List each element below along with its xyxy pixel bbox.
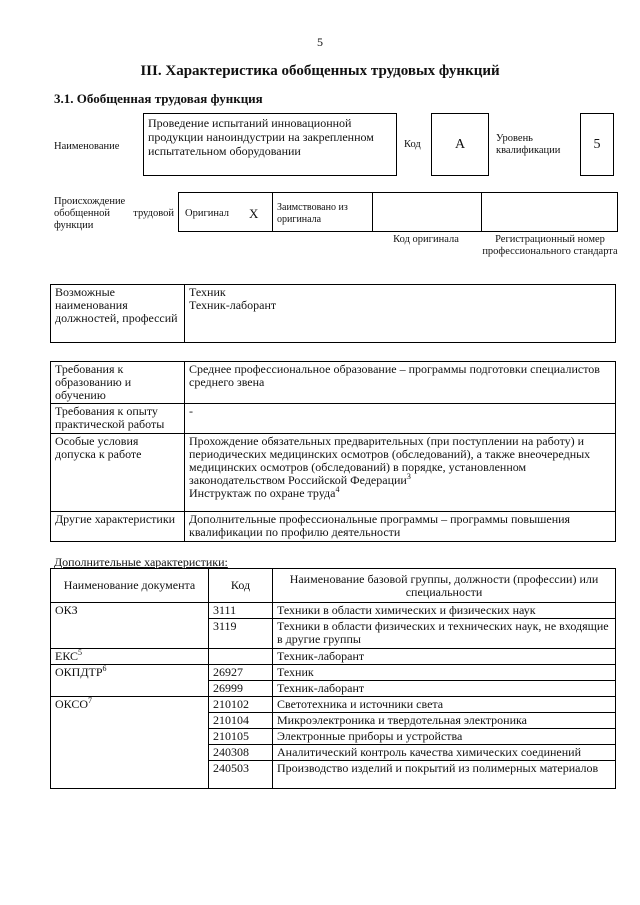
name-value: Проведение испытаний инновационной продукции наноиндустрии на закрепленном испытательном оборудовании: [148, 116, 374, 158]
code-original-caption: Код оригинала: [393, 234, 459, 245]
req-value-text: Прохождение обязательных предварительных (при поступлении на работу) и периодических медицинских осмотров (обследований), а также внеочередных медицинских осмотров (обследований) в порядке, установленном законодательством Российской Федерации: [189, 434, 591, 487]
code-label: Код: [404, 139, 421, 150]
position-item: Техник: [189, 285, 226, 299]
doc-name: ОКСО: [55, 697, 89, 711]
req-value: Среднее профессиональное образование – программы подготовки специалистов среднего звена: [185, 362, 616, 404]
req-label: Особые условия допуска к работе: [51, 434, 185, 512]
subsection-title: 3.1. Обобщенная трудовая функция: [54, 91, 263, 106]
code-cell: 240503: [209, 761, 273, 789]
req-label: Требования к образованию и обучению: [51, 362, 185, 404]
name-cell: Техники в области химических и физических наук: [273, 603, 616, 619]
doc-cell: [51, 649, 209, 665]
req-label: Другие характеристики: [51, 512, 185, 542]
doc-name: ОКПДТР: [55, 665, 103, 679]
req-value: Дополнительные профессиональные программы – программы повышения квалификации по профилю деятельности: [185, 512, 616, 542]
origin-box: [178, 192, 618, 232]
table-row: [51, 603, 616, 619]
footnote-ref: 5: [78, 648, 83, 657]
original-mark: X: [249, 206, 259, 221]
name-label: Наименование: [54, 141, 120, 152]
table-row: [51, 697, 616, 713]
req-value-text: Инструктаж по охране труда: [189, 486, 336, 500]
table-row: [51, 665, 616, 681]
req-value: -: [185, 404, 616, 434]
name-cell: Производство изделий и покрытий из полимерных материалов: [273, 761, 616, 789]
name-cell: Микроэлектроника и твердотельная электроника: [273, 713, 616, 729]
positions-label: Возможные наименования должностей, профессий: [51, 285, 185, 343]
name-cell: Техник: [273, 665, 616, 681]
col-header-code: Код: [209, 569, 273, 603]
code-cell: 210104: [209, 713, 273, 729]
code-cell: 240308: [209, 745, 273, 761]
page-number: 5: [317, 35, 323, 49]
borrowed-cell: [272, 193, 373, 231]
additional-table: [50, 568, 616, 789]
name-cell: Электронные приборы и устройства: [273, 729, 616, 745]
borrowed-label: Заимствовано из оригинала: [277, 202, 348, 225]
code-original-cell: [372, 193, 482, 231]
reg-number-caption: Регистрационный номер профессионального стандарта: [482, 234, 618, 257]
additional-title: Дополнительные характеристики:: [54, 555, 228, 569]
name-value-box: [143, 113, 397, 176]
level-value: 5: [580, 113, 614, 176]
doc-cell: [51, 665, 209, 697]
positions-values: [185, 285, 616, 343]
level-label: Уровень квалификации: [496, 133, 561, 156]
requirements-table: [50, 361, 616, 542]
origin-label: Происхождение обобщенной трудовой функции: [54, 196, 174, 231]
footnote-ref: 7: [88, 696, 93, 705]
code-cell: 3119: [209, 619, 273, 649]
req-label: Требования к опыту практической работы: [51, 404, 185, 434]
original-label: Оригинал: [185, 208, 229, 219]
code-cell: 3111: [209, 603, 273, 619]
code-cell: 210105: [209, 729, 273, 745]
original-cell: [179, 193, 273, 231]
name-cell: Техники в области физических и технических наук, не входящие в другие группы: [273, 619, 616, 649]
doc-name: ОКЗ: [55, 603, 78, 617]
name-cell: Аналитический контроль качества химических соединений: [273, 745, 616, 761]
footnote-ref: 3: [406, 472, 411, 481]
footnote-ref: 6: [102, 664, 107, 673]
position-item: Техник-лаборант: [189, 298, 277, 312]
positions-table: [50, 284, 616, 343]
footnote-ref: 4: [335, 485, 340, 494]
col-header-name: Наименование базовой группы, должности (профессии) или специальности: [273, 569, 616, 603]
req-value: [185, 434, 616, 512]
name-cell: Техник-лаборант: [273, 681, 616, 697]
code-cell: 210102: [209, 697, 273, 713]
doc-name: ЕКС: [55, 649, 79, 663]
section-title: III. Характеристика обобщенных трудовых функций: [140, 63, 500, 79]
name-cell: Техник-лаборант: [273, 649, 616, 665]
code-cell: 26927: [209, 665, 273, 681]
name-cell: Светотехника и источники света: [273, 697, 616, 713]
table-row: [51, 649, 616, 665]
col-header-doc: Наименование документа: [51, 569, 209, 603]
code-cell: 26999: [209, 681, 273, 697]
doc-cell: [51, 603, 209, 649]
doc-cell: [51, 697, 209, 789]
code-value: А: [431, 113, 489, 176]
code-cell: [209, 649, 273, 665]
